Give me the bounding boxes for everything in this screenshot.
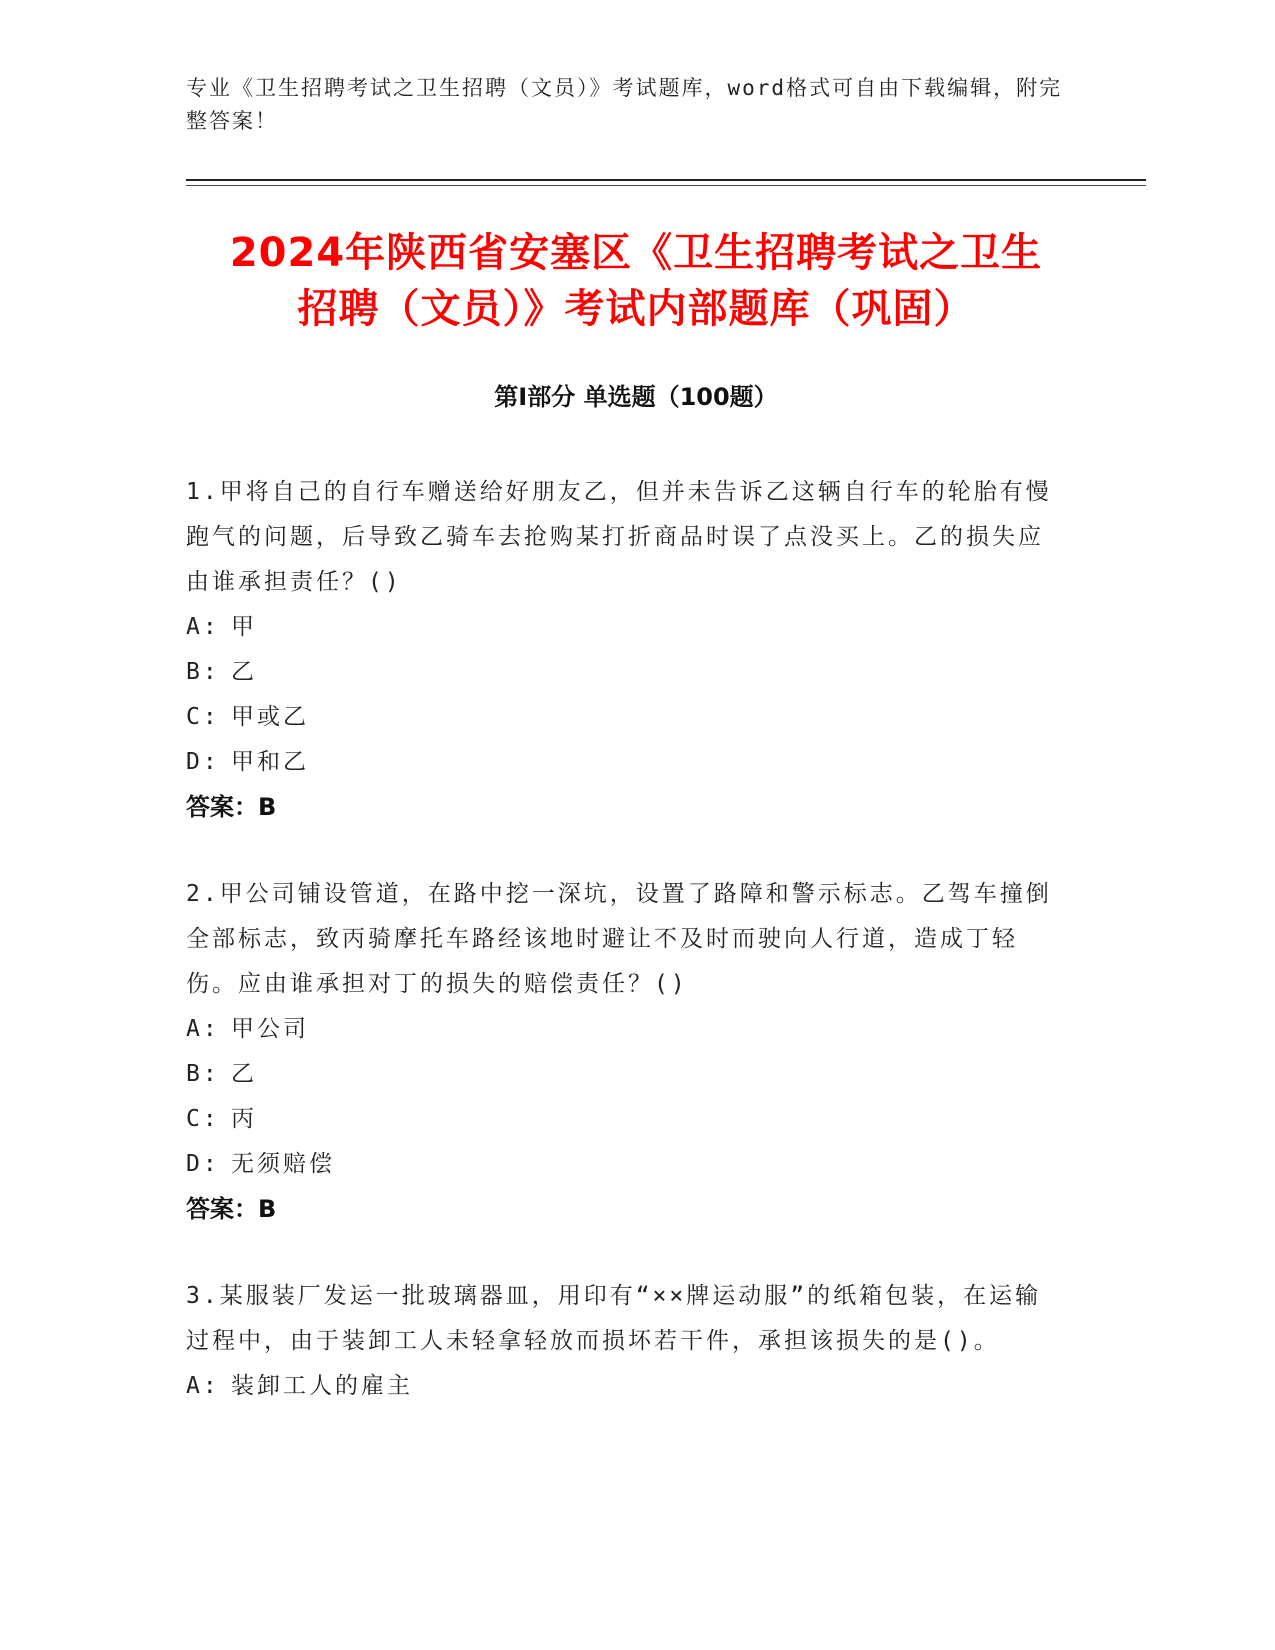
option-letter: D: <box>186 1151 220 1177</box>
question-stem: 2.甲公司铺设管道，在路中挖一深坑，设置了路障和警示标志。乙驾车撞倒全部标志，致丙骑摩托车路经该地时避让不及时而驶向人行道，造成丁轻伤。应由谁承担对丁的损失的赔偿责任？() <box>186 881 1052 997</box>
header-divider-thick <box>186 179 1146 181</box>
answer-line: 答案：B <box>186 1195 277 1223</box>
option-letter: D: <box>186 749 220 775</box>
answer-line: 答案：B <box>186 793 277 821</box>
option-c <box>186 1097 1066 1142</box>
document-title-line-2: 招聘（文员）》考试内部题库（巩固） <box>297 286 975 332</box>
option-c <box>186 695 1066 740</box>
option-d <box>186 1142 1066 1187</box>
question-stem: 1.甲将自己的自行车赠送给好朋友乙，但并未告诉乙这辆自行车的轮胎有慢跑气的问题，后导致乙骑车去抢购某打折商品时误了点没买上。乙的损失应由谁承担责任？() <box>186 479 1052 595</box>
option-text: 丙 <box>231 1106 257 1132</box>
option-text: 甲或乙 <box>231 704 309 730</box>
header-note: 专业《卫生招聘考试之卫生招聘（文员）》考试题库，word格式可自由下载编辑，附完整答案！ <box>186 76 1063 133</box>
option-text: 甲公司 <box>231 1016 309 1042</box>
option-letter: A: <box>186 614 220 640</box>
option-b <box>186 1052 1066 1097</box>
option-text: 无须赔偿 <box>231 1151 335 1177</box>
question-stem: 3.某服装厂发运一批玻璃器皿，用印有“××牌运动服”的纸箱包装，在运输过程中，由于装卸工人未轻拿轻放而损坏若干件，承担该损失的是()。 <box>186 1283 1042 1354</box>
option-d <box>186 740 1066 785</box>
option-b <box>186 650 1066 695</box>
option-a <box>186 1364 1066 1409</box>
option-text: 甲 <box>231 614 257 640</box>
option-text: 装卸工人的雇主 <box>231 1373 413 1399</box>
question-3 <box>186 1274 1066 1409</box>
section-heading: 第Ⅰ部分 单选题（100题） <box>494 383 778 411</box>
option-letter: C: <box>186 704 220 730</box>
option-text: 甲和乙 <box>231 749 309 775</box>
option-text: 乙 <box>231 659 257 685</box>
document-title-line-1: 2024年陕西省安塞区《卫生招聘考试之卫生 <box>229 230 1043 276</box>
question-1 <box>186 470 1066 830</box>
question-2 <box>186 872 1066 1232</box>
option-letter: B: <box>186 1061 220 1087</box>
option-letter: A: <box>186 1016 220 1042</box>
document-title <box>186 225 1086 337</box>
option-letter: B: <box>186 659 220 685</box>
option-letter: A: <box>186 1373 220 1399</box>
option-a <box>186 605 1066 650</box>
header-divider-thin <box>186 185 1146 186</box>
option-letter: C: <box>186 1106 220 1132</box>
option-a <box>186 1007 1066 1052</box>
option-text: 乙 <box>231 1061 257 1087</box>
